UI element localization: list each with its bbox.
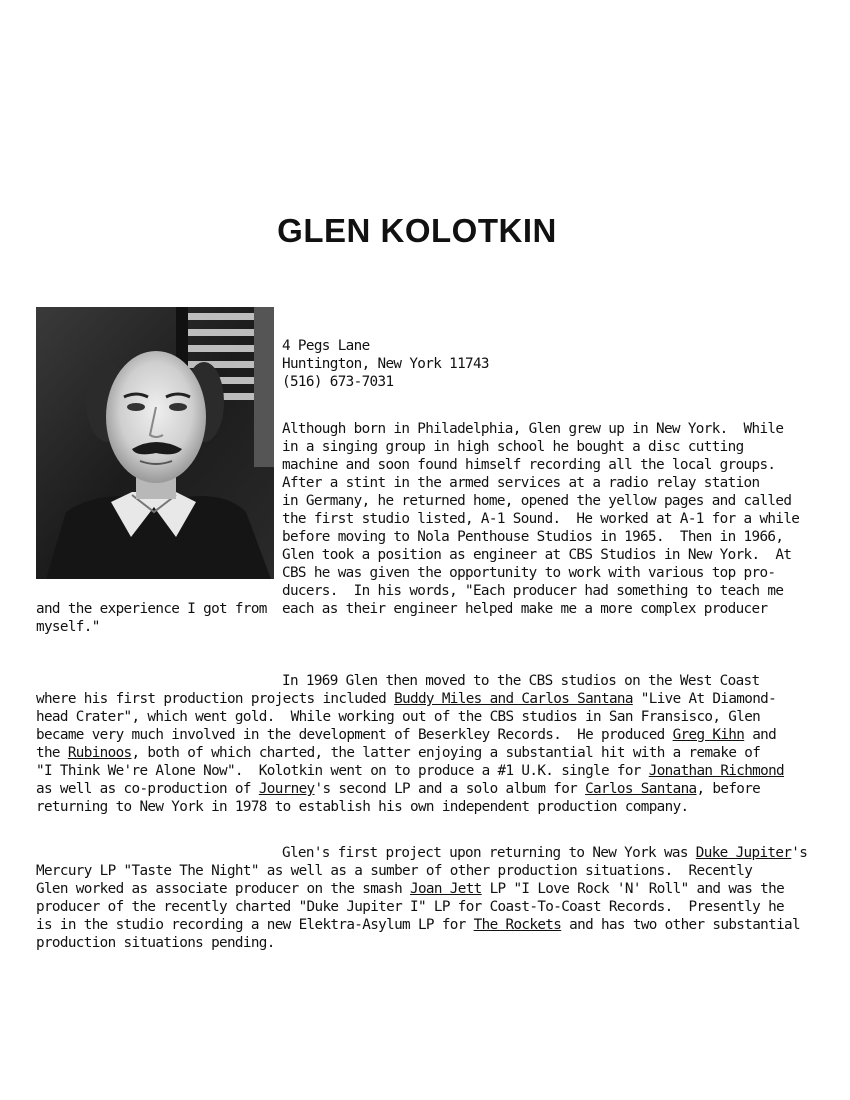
text-line: myself." (36, 619, 100, 635)
text-line: each as their engineer helped make me a more complex producer (282, 601, 768, 617)
phone-number: (516) 673-7031 (282, 374, 394, 390)
text-line: and the experience I got from (36, 601, 267, 617)
address-line: 4 Pegs Lane (282, 338, 370, 354)
portrait-photo-icon (36, 307, 274, 579)
text-line: Glen's first project upon returning to New York was Duke Jupiter's (282, 845, 808, 861)
artist-name: Buddy Miles and Carlos Santana (394, 691, 633, 707)
text-line: where his first production projects included Buddy Miles and Carlos Santana "Live At Diamond- (36, 691, 777, 707)
artist-name: The Rockets (473, 917, 562, 933)
artist-name: Greg Kihn (672, 727, 745, 743)
text-line: in a singing group in high school he bought a disc cutting (282, 439, 744, 455)
portrait-photo (36, 307, 274, 579)
text-line: became very much involved in the development of Beserkley Records. He produced Greg Kihn and (36, 727, 777, 743)
address-line: Huntington, New York 11743 (282, 356, 489, 372)
text-line: Glen took a position as engineer at CBS Studios in New York. At (282, 547, 792, 563)
text-line: as well as co-production of Journey's second LP and a solo album for Carlos Santana, before (36, 781, 761, 797)
text-line: Mercury LP "Taste The Night" as well as a sumber of other production situations. Recently (36, 863, 753, 879)
text-line: machine and soon found himself recording all the local groups. (282, 457, 776, 473)
text-line: before moving to Nola Penthouse Studios in 1965. Then in 1966, (282, 529, 784, 545)
text-line: production situations pending. (36, 935, 275, 951)
text-line: is in the studio recording a new Elektra-Asylum LP for The Rockets and has two other substantial (36, 917, 800, 933)
text-line: "I Think We're Alone Now". Kolotkin went on to produce a #1 U.K. single for Jonathan Richmond (36, 763, 785, 779)
artist-name: Jonathan Richmond (648, 763, 785, 779)
text-line: producer of the recently charted "Duke Jupiter I" LP for Coast-To-Coast Records. Presently he (36, 899, 785, 915)
text-line: head Crater", which went gold. While working out of the CBS studios in San Fransisco, Glen (36, 709, 761, 725)
artist-name: Duke Jupiter (695, 845, 792, 861)
text-line: the first studio listed, A-1 Sound. He worked at A-1 for a while (282, 511, 800, 527)
text-line: returning to New York in 1978 to establish his own independent production company. (36, 799, 689, 815)
artist-name: Joan Jett (410, 881, 482, 897)
page-title: GLEN KOLOTKIN (277, 212, 557, 249)
text-line: Although born in Philadelphia, Glen grew up in New York. While (282, 421, 784, 437)
text-line: the Rubinoos, both of which charted, the latter enjoying a substantial hit with a remake of (36, 745, 761, 761)
artist-name: Carlos Santana (585, 781, 697, 797)
text-line: ducers. In his words, "Each producer had something to teach me (282, 583, 784, 599)
text-line: Glen worked as associate producer on the smash Joan Jett LP "I Love Rock 'N' Roll" and was the (36, 881, 785, 897)
text-line: in Germany, he returned home, opened the yellow pages and called (282, 493, 792, 509)
text-line: CBS he was given the opportunity to work with various top pro- (282, 565, 776, 581)
artist-name: Rubinoos (67, 745, 132, 761)
artist-name: Journey (258, 781, 315, 797)
text-line: In 1969 Glen then moved to the CBS studios on the West Coast (282, 673, 760, 689)
text-line: After a stint in the armed services at a radio relay station (282, 475, 760, 491)
